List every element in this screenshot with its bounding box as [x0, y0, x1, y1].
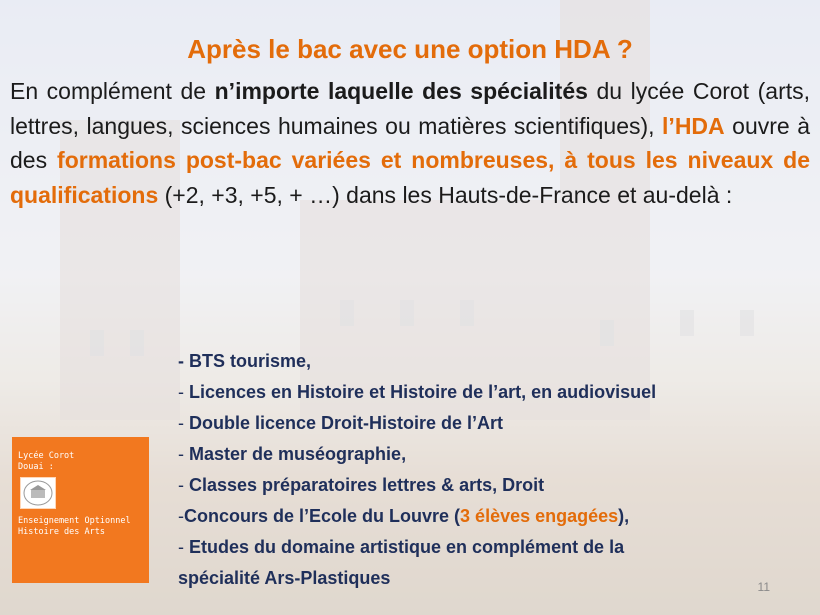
intro-text-3: ouvre à des: [10, 112, 810, 173]
logo-line-3: Enseignement Optionnel Histoire des Arts: [18, 516, 131, 537]
intro-formations: formations post-bac variées et nombreuses, à tous les niveaux de qualifications: [10, 147, 811, 208]
list-item-text: Classes préparatoires lettres & arts, Droit: [189, 475, 545, 495]
list-item: [178, 501, 818, 532]
list-item-text: Concours de l’Ecole du Louvre (: [184, 506, 461, 526]
list-item: [178, 563, 818, 594]
list-dash: -: [178, 444, 189, 464]
list-item: [178, 470, 818, 501]
list-dash: -: [178, 413, 189, 433]
list-item-text: Double licence Droit-Histoire de l’Art: [189, 413, 504, 433]
list-item-text: Etudes du domaine artistique en complément de la: [189, 537, 625, 557]
intro-paragraph: [10, 74, 810, 212]
intro-text-4: (+2, +3, +5, + …) dans les Hauts-de-France et au-delà :: [158, 181, 733, 208]
intro-text-2: du lycée Corot (arts, lettres, langues, sciences humaines ou matières scientifiques),: [10, 78, 811, 139]
list-item-highlight: 3 élèves engagées: [460, 506, 619, 526]
list-item-text: ),: [618, 506, 630, 526]
list-item: [178, 346, 818, 377]
list-item-text: Master de muséographie,: [189, 444, 407, 464]
formations-list: [178, 346, 818, 594]
list-item: [178, 439, 818, 470]
school-seal-icon: [20, 477, 56, 509]
list-item-text: Licences en Histoire et Histoire de l’art, en audiovisuel: [189, 382, 657, 402]
logo-line-1: Lycée Corot: [18, 451, 75, 461]
list-dash: -: [178, 382, 189, 402]
list-dash: -: [178, 506, 184, 526]
intro-hda: l’HDA: [662, 112, 725, 139]
list-item: [178, 408, 818, 439]
list-item: [178, 532, 818, 563]
intro-bold: n’importe laquelle des spécialités: [214, 78, 588, 104]
school-logo: [12, 437, 149, 583]
list-dash: -: [178, 475, 189, 495]
slide-title: Après le bac avec une option HDA ?: [187, 34, 633, 64]
page-number: 11: [757, 580, 770, 594]
logo-line-2: Douai :: [18, 462, 54, 472]
list-item: [178, 377, 818, 408]
intro-text-1: En complément de: [10, 78, 215, 104]
list-item-text: - BTS tourisme,: [178, 351, 312, 371]
list-dash: -: [178, 537, 189, 557]
list-item-text: spécialité Ars-Plastiques: [178, 568, 391, 588]
